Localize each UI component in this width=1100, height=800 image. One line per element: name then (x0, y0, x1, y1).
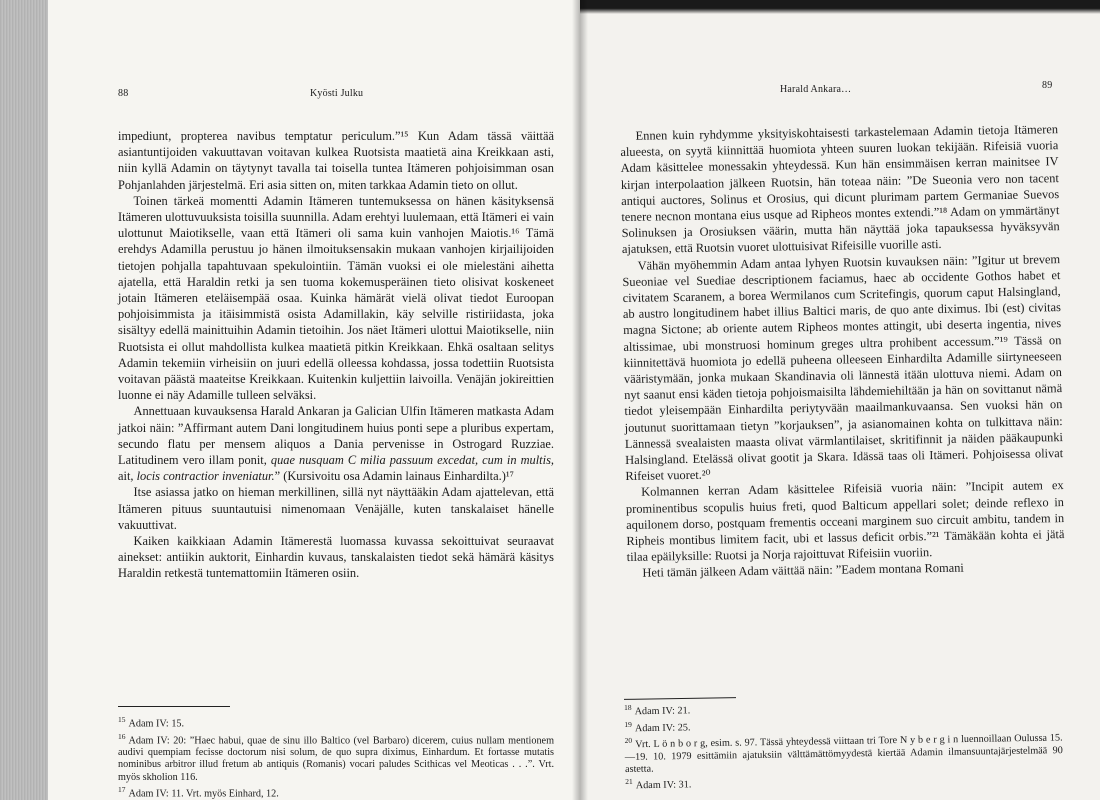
paragraph: Toinen tärkeä momentti Adamin Itämeren tuntemuksessa on hänen käsityksensä Itämeren ulottuvuuksista toisilla suunnilla. Adam erehtyi luulemaan, että Itämeri ei vain ulottunut Maiotikselle, vaan että Itämeri oli sama kuin vanhojen Maiotis.¹⁶ Tämä erehdys Adamilla perustuu jo hänen ilmoituksensakin mukaan vanhojen kirjailijoiden tietojen pohjalla tapahtuvaan spekulointiin. Tämän vuoksi ei ole mielestäni aihetta ajatella, että Haraldin retki ja sen tuoma kokemusperäinen tieto olisivat koskeneet jotain Itämeren eteläisempää osaa. Kuinka hämärät vielä olivat tiedot Euroopan pohjoisimmista ja itäisimmistä osista Adamillakin, käy selville ristiriidasta, joka sisältyy edellä mainittuihin Adamin tietoihin. Jos näet Itämeri ulottui Maiotikselle, niin Ruotsista ei ollut mahdollista kulkea maatietä pitkin Kreikkaan. Ehkä osaltaan selitys Adamin tekemiin virheisiin on juuri edellä olleessa kohdassa, jossa todettiin Ruotsista voitavan päästä maateitse Kreikkaan. Kuitenkin kuljettiin laivoilla. Venäjän jokireittien luonne ei näy Adamille tulleen selväksi. (118, 193, 554, 403)
footnote-text: Adam IV: 21. (634, 705, 691, 718)
footnote-text: Adam IV: 11. Vrt. myös Einhard, 12. (128, 788, 279, 800)
footnote-text: Adam IV: 31. (635, 779, 692, 792)
running-head: Harald Ankara… (780, 84, 852, 95)
book-gutter (572, 0, 588, 800)
paragraph-text: Annettuaan kuvauksensa Harald Ankaran ja Galician Ulfin Itämeren matkasta Adam jatkoi näin: ”Affirmant autem Dani longitudinem huius ponti sepe a pluribus expertam, secundo flatu per mensem aliquos a Dania pervenisse in Ostrogard Ruzziae. Latitudinem vero illam ponit, (118, 404, 554, 468)
page-number: 89 (1042, 80, 1053, 91)
body-text (118, 128, 554, 582)
footnote-text: Adam IV: 15. (128, 718, 185, 730)
footnote (118, 714, 554, 731)
footnote (118, 784, 554, 800)
footnote-number: 20 (624, 736, 633, 746)
footnotes (624, 695, 1063, 793)
page-edges (0, 0, 48, 800)
footnote-number: 15 (118, 715, 126, 724)
right-page (580, 0, 1100, 800)
page-number: 88 (118, 88, 129, 99)
paragraph: Kolmannen kerran Adam käsittelee Rifeisiä vuoria näin: ”Incipit autem ex prominentibus scopulis huius freti, quod Balticum appellari solet; deinde reflexo in aquilonem dorso, postquam frementis occeani marginem suo circuit ambitu, tandem in Ripheis montibus limitem facit, ubi et lassus deficit orbis.”²¹ Tämäkään kohta ei jätä tilaa epäilyksille: Ruotsi ja Norja rajoittuvat Rifeisiin vuoriin. (625, 478, 1065, 565)
footnote-text: Adam IV: 25. (634, 721, 691, 734)
body-text (620, 121, 1065, 582)
paragraph: Kaiken kaikkiaan Adamin Itämerestä luomassa kuvassa sekoittuivat seuraavat ainekset: antiikin auktorit, Einhardin kuvaus, tanskalaisten tiedot sekä hämärä käsitys Haraldin retkestä tuntemattomiin Itämeren osiin. (118, 534, 554, 581)
paragraph: Vähän myöhemmin Adam antaa lyhyen Ruotsin kuvauksen näin: ”Igitur ut brevem Sueoniae vel Suediae descriptionem faciamus, haec ab occidente Gothos habet et civitatem Scaranem, a borea Wermilanos cum Scritefingis, quorum caput Halsingland, ab austro longitudinem habet illius Baltici maris, de quo ante diximus. Ibi (est) civitas magna Sictone; ab oriente autem Ripheos montes attingit, ubi deserta ingentia, nives altissimae, ubi monstruosi hominum greges ultra prohibent accessum.”¹⁹ Tässä on kiinnitettävä huomiota jo edellä puheena olleeseen Einhardilta Adamille siirtyneeseen vääristymään, jonka mukaan Skandinavia oli lännestä itään ulottuva niemi. Adam on nyt saanut ensi käden tietoja pohjoismaisilta lähdemiehiltään ja hän on sovittanut nämä tiedot yleisempään Einhardilta periytyvään maailmankuvaansa. Sen vuoksi hän on joutunut suorittamaan tietyn ”korjauksen”, ja asianomainen kohta on tulkittava näin: Lännessä svealaisten maasta olivat värmlantilaiset, skritifinnit ja näiden pääkaupunki Halsingland. Etelässä olivat gootit ja Skara. Idässä taas oli Itämeri. Pohjoisessa olivat Rifeiset vuoret.²⁰ (622, 251, 1064, 484)
footnote (625, 728, 1064, 776)
paragraph: Heti tämän jälkeen Adam väittää näin: ”Eadem montana Romani (642, 561, 964, 581)
paragraph: impediunt, propterea navibus temptatur periculum.”¹⁵ Kun Adam tässä väittää asiantuntijoiden vakuuttavan voitavan kulkea Ruotsista maatietä aina Kreikkaan asti, niin kyllä Adamin on täytynyt tavalla tai toisella tuntea Itämeren pohjoisimman osan Pohjanlahden järjestelmä. Eri asia sitten on, miten tarkkaa Adamin tieto on ollut. (118, 129, 554, 192)
running-head: Kyösti Julku (310, 88, 364, 99)
footnote-number: 21 (625, 777, 633, 787)
footnote (118, 731, 554, 784)
quote-text: ” (Kursivoitu osa Adamin lainaus Einhardilta.)¹⁷ (274, 469, 514, 484)
footnote-rule (118, 706, 230, 707)
footnote-number: 18 (624, 702, 632, 712)
footnote-number: 17 (118, 784, 126, 794)
quote-text: ait, (118, 469, 137, 484)
top-shadow (580, 0, 1100, 14)
footnote-text: Vrt. L ö n b o r g, esim. s. 97. Tässä yhteydessä viittaan tri Tore N y b e r g i n luennoillaan Oulussa 15.—19. 10. 1979 esittämiin ajatuksiin välttämättömyydestä kiertää Adamin ilmansuuntajärjestelmää 90 astetta. (624, 732, 1063, 775)
left-page (48, 0, 580, 800)
footnote-number: 16 (118, 731, 126, 741)
footnote-rule (624, 697, 736, 700)
paragraph: Itse asiassa jatko on hieman merkillinen, sillä nyt näyttääkin Adam ajattelevan, että Itämeren pituus suuntautuisi nimenomaan Venäjälle, kuten tanskalaiset hänelle vakuuttivat. (118, 485, 554, 532)
footnote-number: 19 (624, 719, 632, 729)
quote-italic: locis contractior inveniatur. (136, 469, 275, 484)
quote-italic: quae nusquam C milia passuum excedat, cum in multis, (270, 453, 554, 468)
paragraph (118, 403, 554, 484)
footnote-text: Adam IV: 20: ”Haec habui, quae de sinu illo Baltico (vel Barbaro) dicerem, cuius nullam mentionem audivi quempiam fecisse doctorum nisi solum, de quo supra diximus, Einhardum. Et fortasse mutatis nominibus arbitror illud fretum ab antiquis (Romanis) vocari paludes Scithicas vel Meoticas . . .”. Vrt. myös skholion 116. (118, 734, 554, 783)
paragraph: Ennen kuin ryhdymme yksityiskohtaisesti tarkastelemaan Adamin tietoja Itämeren alueesta, on syytä kiinnittää huomiota yhteen suuren luokan tekijään. Rifeisiä vuoria Adam käsittelee monessakin yhteydessä. Kun hän ensimmäisen kerran mainitsee IV kirjan interpolaation jälkeen Ruotsin, hän toteaa näin: ”De Sueonia vero non tacent antiqui auctores, Solinus et Orosius, qui dicunt plurimam partem Germaniae Suevos tenere necnon montana eius usque ad Ripheos montes extendi.”¹⁸ Adam on ymmärtänyt Solinuksen ja Orosiuksen väärin, mutta hän näyttää joka tapauksessa hyväksyvän ajatuksen, että Ruotsin vuoret ulottuisivat Rifeisille vuorille asti. (620, 122, 1060, 257)
footnotes (118, 714, 554, 800)
